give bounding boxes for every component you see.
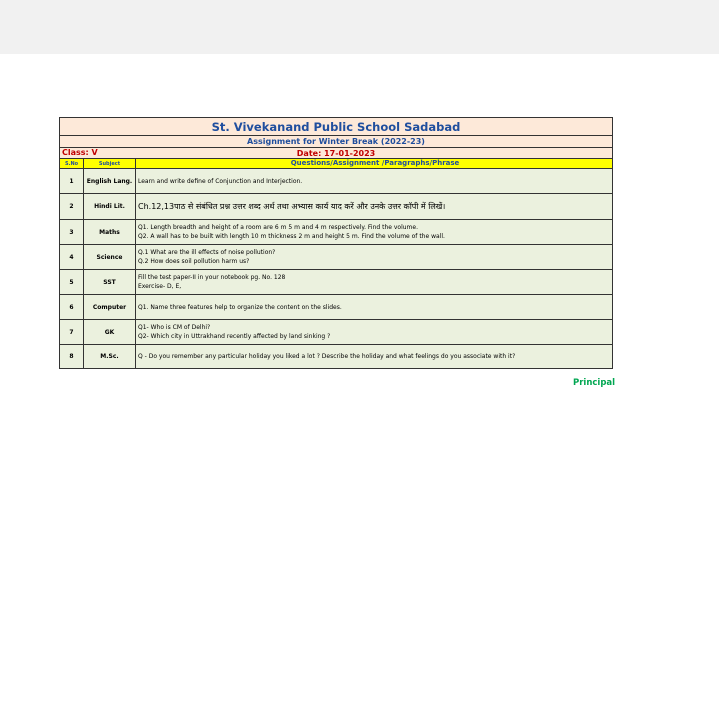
row-questions xyxy=(136,169,613,194)
row-sno: 4 xyxy=(60,245,84,270)
row-sno: 2 xyxy=(60,194,84,220)
row-subject: English Lang. xyxy=(84,169,136,194)
row-questions xyxy=(136,270,613,295)
row-subject: Science xyxy=(84,245,136,270)
header-sno: S.No xyxy=(60,159,84,169)
question-line: Learn and write define of Conjunction and Interjection. xyxy=(138,177,303,185)
question-line: Q1. Name three features help to organize the content on the slides. xyxy=(138,303,342,311)
question-line: Fill the test paper-II in your notebook pg. No. 128 xyxy=(138,274,286,281)
row-sno: 6 xyxy=(60,295,84,320)
row-sno: 1 xyxy=(60,169,84,194)
table-row xyxy=(60,169,613,194)
row-questions xyxy=(136,295,613,320)
date-label: Date: 17-01-2023 xyxy=(296,148,376,158)
question-line: Q.2 How does soil pollution harm us? xyxy=(138,258,250,265)
class-label: Class: V xyxy=(62,148,98,157)
row-subject: GK xyxy=(84,320,136,345)
table-row xyxy=(60,320,613,345)
question-line: Q.1 What are the ill effects of noise pollution? xyxy=(138,249,276,256)
table-row xyxy=(60,270,613,295)
top-bar xyxy=(0,0,719,54)
table-row xyxy=(60,345,613,369)
assignment-sheet xyxy=(59,117,612,369)
question-line: Q - Do you remember any particular holiday you liked a lot ? Describe the holiday and what feelings do you associate with it? xyxy=(138,353,516,360)
row-questions xyxy=(136,194,613,220)
row-subject: Computer xyxy=(84,295,136,320)
row-questions xyxy=(136,345,613,369)
row-subject: M.Sc. xyxy=(84,345,136,369)
school-name: St. Vivekanand Public School Sadabad xyxy=(60,118,613,136)
question-line: Ch.12,13पाठ से संबंधित प्रश्न उत्तर शब्द अर्थ तथा अभ्यास कार्य याद करें और उनके उत्तर कॉपी में लिखें। xyxy=(138,202,446,211)
row-sno: 3 xyxy=(60,220,84,245)
table-row xyxy=(60,245,613,270)
class-date-row xyxy=(60,148,613,159)
table-row xyxy=(60,295,613,320)
assignment-table xyxy=(59,117,613,369)
row-sno: 7 xyxy=(60,320,84,345)
table-row xyxy=(60,194,613,220)
question-line: Q2- Which city in Uttrakhand recently affected by land sinking ? xyxy=(138,333,331,340)
row-questions xyxy=(136,245,613,270)
row-subject: Maths xyxy=(84,220,136,245)
question-line: Exercise- D, E, xyxy=(138,283,182,290)
principal-signature-label: Principal xyxy=(573,378,616,388)
row-sno: 5 xyxy=(60,270,84,295)
row-subject: SST xyxy=(84,270,136,295)
header-subject: Subject xyxy=(84,159,136,169)
row-sno: 8 xyxy=(60,345,84,369)
row-subject: Hindi Lit. xyxy=(84,194,136,220)
row-questions xyxy=(136,320,613,345)
row-questions xyxy=(136,220,613,245)
assignment-title: Assignment for Winter Break (2022-23) xyxy=(60,136,613,148)
header-questions: Questions/Assignment /Paragraphs/Phrase xyxy=(136,159,613,169)
table-row xyxy=(60,220,613,245)
question-line: Q2. A wall has to be built with length 10 m thickness 2 m and height 5 m. Find the volume of the wall. xyxy=(138,233,445,240)
question-line: Q1. Length breadth and height of a room are 6 m 5 m and 4 m respectively. Find the volume. xyxy=(138,224,418,231)
question-line: Q1- Who is CM of Delhi? xyxy=(138,324,211,331)
